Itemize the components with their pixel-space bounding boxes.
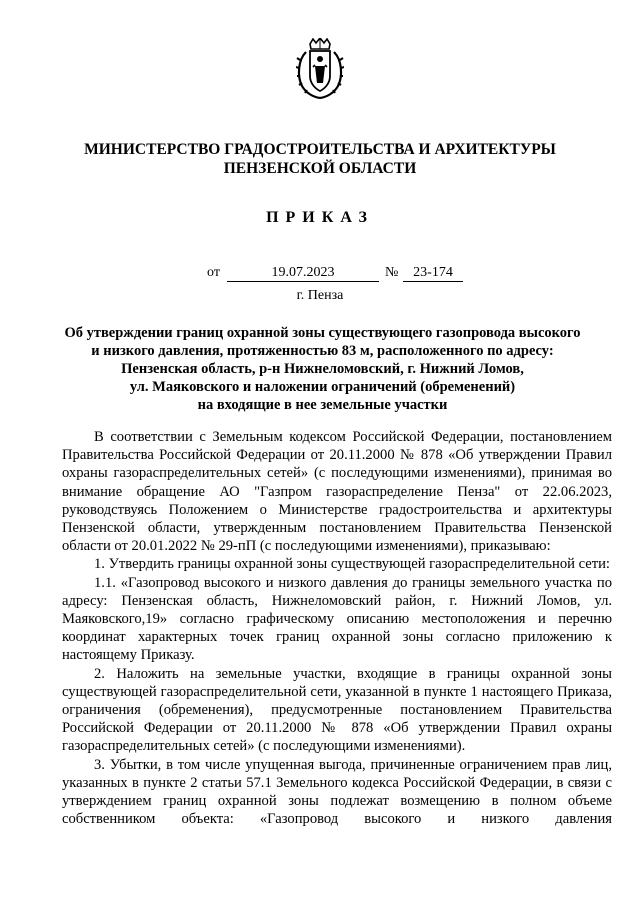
order-date-number-line — [207, 265, 467, 285]
subject-line-3: Пензенская область, р-н Нижнеломовский, г. Нижний Ломов, — [121, 361, 524, 377]
item-2-paragraph: 2. Наложить на земельные участки, входящие в границы охранной зоны существующей газораспределительной сети, указанной в пункте 1 настоящего Приказа, ограничения (обременения), предусмотренные постановлением Правительства Российской Федерации от 20.11.2000 № 878 «Об утверждении Правил охраны газораспределительных сетей» (с последующими изменениями). — [62, 665, 612, 755]
item-1-1-paragraph: 1.1. «Газопровод высокого и низкого давления до границы земельного участка по адресу: Пензенская область, Нижнеломовский район, г. Нижний Ломов, ул. Маяковского,19» согласно графическому описанию местоположения и перечню координат характерных точек границ охранной зоны согласно приложению к настоящему Приказу. — [62, 574, 612, 664]
ministry-name-line-2: ПЕНЗЕНСКОЙ ОБЛАСТИ — [223, 160, 417, 177]
document-body — [62, 428, 612, 828]
number-label: № — [385, 265, 399, 280]
subject-line-5: на входящие в нее земельные участки — [197, 397, 448, 413]
subject-line-2: и низкого давления, протяженностью 83 м, расположенного по адресу: — [91, 343, 554, 359]
date-label: от — [207, 265, 220, 280]
preamble-paragraph: В соответствии с Земельным кодексом Российской Федерации, постановлением Правительства Российской Федерации от 20.11.2000 № 878 «Об утверждении Правил охраны газораспределительных сетей» (с последующими изменениями), принимая во внимание обращение АО "Газпром газораспределение Пенза" от 22.06.2023, руководствуясь Положением о Министерстве градостроительства и архитектуры Пензенской области, утвержденным постановлением Правительства Пензенской области от 20.01.2022 № 29-пП (с последующими изменениями), приказываю: — [62, 429, 612, 555]
subject-line-1: Об утверждении границ охранной зоны существующего газопровода высокого — [64, 325, 581, 341]
ministry-name-line-1: МИНИСТЕРСТВО ГРАДОСТРОИТЕЛЬСТВА И АРХИТЕКТУРЫ — [84, 141, 556, 158]
item-1-paragraph: 1. Утвердить границы охранной зоны существующей газораспределительной сети: — [94, 556, 610, 573]
document-subject — [50, 324, 595, 414]
city-line: г. Пенза — [296, 288, 344, 303]
order-number: 23-174 — [403, 265, 463, 282]
subject-line-4: ул. Маяковского и наложении ограничений (обременений) — [129, 379, 516, 395]
item-3-paragraph: 3. Убытки, в том числе упущенная выгода, причиненные ограничением прав лиц, указанных в пункте 2 статьи 57.1 Земельного кодекса Российской Федерации, в связи с утверждением границ охранной зоны подлежат возмещению в полном объеме собственником объекта: «Газопровод высокого и низкого давления — [62, 756, 612, 828]
order-date: 19.07.2023 — [227, 265, 379, 282]
coat-of-arms-icon — [296, 38, 344, 100]
document-type-title: ПРИКАЗ — [266, 209, 374, 226]
ministry-header — [0, 140, 640, 178]
